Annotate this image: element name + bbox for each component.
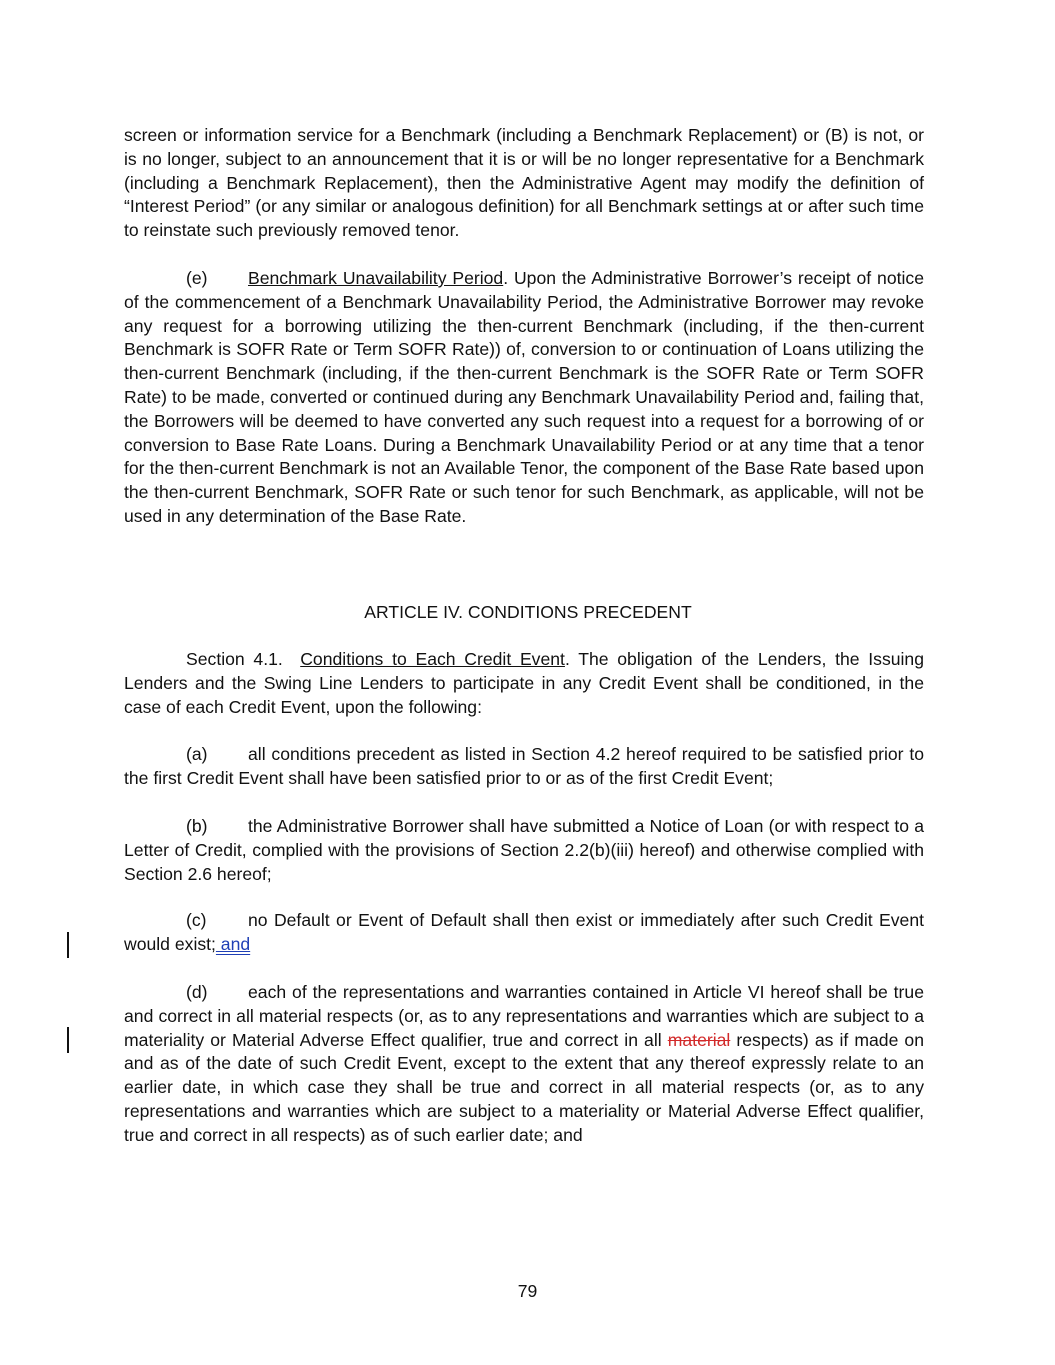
subsection-e: [124, 267, 924, 529]
item-d-body-before: each of the representations and warranties contained in Article VI hereof shall be true and correct in all material respects (or, as to any representations and warranties which are subject to a materiality or Material Adverse Effect qualifier, true and correct in all: [124, 982, 924, 1050]
item-d-label: (d): [186, 982, 208, 1002]
subsection-e-title: Benchmark Unavailability Period: [248, 268, 504, 288]
item-b: [124, 815, 924, 886]
item-d-body-after: respects) as if made on and as of the date of such Credit Event, except to the extent that any thereof expressly relate to an earlier date, in which case they shall be true and correct in all material respects (or, as to any representations and warranties which are subject to a materiality or Material Adverse Effect qualifier, true and correct in all respects) as of such earlier date; and: [124, 1029, 925, 1145]
item-a-label: (a): [186, 744, 208, 764]
item-d: [124, 981, 924, 1148]
item-d-deleted-text: material: [667, 1029, 731, 1050]
item-b-body: the Administrative Borrower shall have submitted a Notice of Loan (or with respect to a Letter of Credit, complied with the provisions of Section 2.2(b)(iii) hereof) and otherwise complied with Section 2.6 hereof;: [124, 816, 924, 884]
change-bar-item-c: [67, 932, 69, 958]
subsection-e-body: . Upon the Administrative Borrower’s receipt of notice of the commencement of a Benchmark Unavailability Period, the Administrative Borrower may revoke any request for a borrowing utilizing the then-current Benchmark (including, if the then-current Benchmark is SOFR Rate or Term SOFR Rate)) of, conversion to or continuation of Loans utilizing the then-current Benchmark (including, if the then-current Benchmark is the SOFR Rate or Term SOFR Rate) to be made, converted or continued during any Benchmark Unavailability Period and, failing that, the Borrowers will be deemed to have converted any such request into a request for a borrowing of or conversion to Base Rate Loans. During a Benchmark Unavailability Period or at any time that a tenor for the then-current Benchmark is not an Available Tenor, the component of the Base Rate based upon the then-current Benchmark, SOFR Rate or such tenor for such Benchmark, as applicable, will not be used in any determination of the Base Rate.: [124, 268, 924, 526]
item-c: [124, 909, 924, 957]
item-c-label: (c): [186, 910, 207, 930]
section-4-1: [124, 648, 924, 719]
item-b-label: (b): [186, 816, 208, 836]
page-number: 79: [517, 1281, 538, 1301]
section-4-1-body: . The obligation of the Lenders, the Issuing Lenders and the Swing Line Lenders to participate in any Credit Event shall be conditioned, in the case of each Credit Event, upon the following:: [124, 649, 925, 717]
article-heading: ARTICLE IV. CONDITIONS PRECEDENT: [364, 602, 692, 622]
item-c-inserted-text: and: [215, 933, 251, 954]
item-c-body: no Default or Event of Default shall then exist or immediately after such Credit Event would exist;: [124, 910, 924, 954]
section-4-1-title: Conditions to Each Credit Event: [300, 649, 565, 669]
item-a-body: all conditions precedent as listed in Section 4.2 hereof required to be satisfied prior to the first Credit Event shall have been satisfied prior to or as of the first Credit Event;: [124, 744, 924, 788]
section-4-1-number: Section 4.1.: [186, 649, 283, 669]
change-bar-item-d: [67, 1027, 69, 1053]
paragraph-continuation: screen or information service for a Benchmark (including a Benchmark Replacement) or (B) is not, or is no longer, subject to an announcement that it is or will be no longer representative for a Benchmark (including a Benchmark Replacement), then the Administrative Agent may modify the definition of “Interest Period” (or any similar or analogous definition) for all Benchmark settings at or after such time to reinstate such previously removed tenor.: [124, 125, 924, 241]
item-a: [124, 743, 924, 791]
subsection-e-label: (e): [186, 268, 208, 288]
